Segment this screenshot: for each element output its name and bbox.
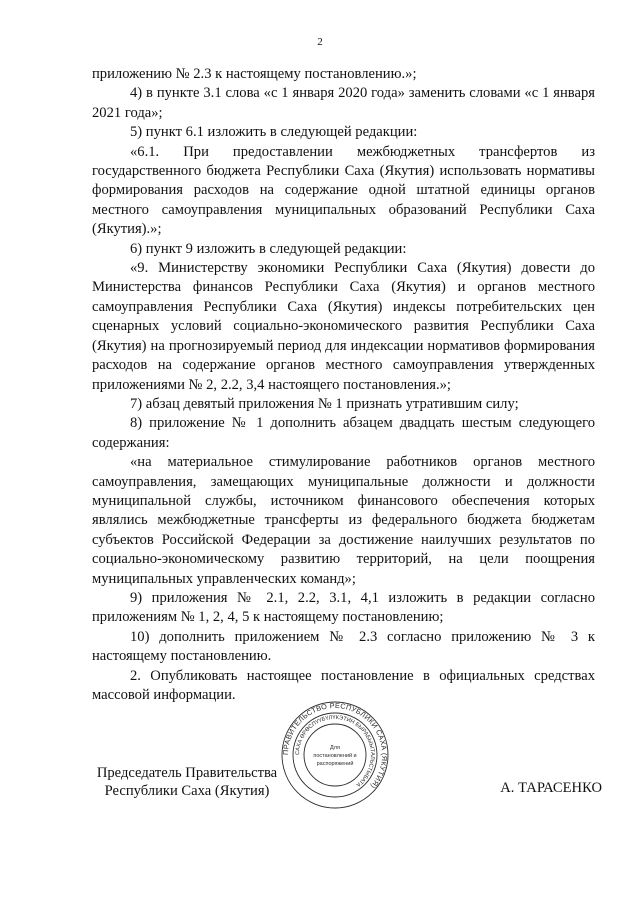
paragraph: 10) дополнить приложением № 2.3 согласно приложению № 3 к настоящему постановлению. <box>92 628 595 665</box>
paragraph: 4) в пункте 3.1 слова «с 1 января 2020 года» заменить словами «с 1 января 2021 года»; <box>92 85 595 121</box>
signatory-position-line: Республики Саха (Якутия) <box>104 783 270 799</box>
document-body <box>92 65 595 705</box>
seal-center-text: постановлений и <box>313 753 357 759</box>
official-seal-icon <box>280 700 390 810</box>
paragraph: приложению № 2.3 к настоящему постановлению.»; <box>92 66 417 82</box>
paragraph: 5) пункт 6.1 изложить в следующей редакции: <box>130 124 418 141</box>
seal-outer-text: ПРАВИТЕЛЬСТВО РЕСПУБЛИКИ САХА (ЯКУТИЯ) <box>280 700 390 791</box>
signatory-position <box>92 764 282 800</box>
seal-center-text: Для <box>330 745 340 751</box>
paragraph: «9. Министерству экономики Республики Саха (Якутия) довести до Министерства финансов Республики Саха (Якутия) и органов местного самоуправления Республики Саха (Якутия) индексы потребительских цен сценарных условий социально-экономического развития Республики Саха (Якутия) на прогнозируемый период для индексации нормативов формирования расходов на содержание органов местного самоуправления утвержденных приложениями № 2, 2.2, 3,4 настоящего постановления.»; <box>92 260 595 393</box>
paragraph: 7) абзац девятый приложения № 1 признать утратившим силу; <box>130 395 519 412</box>
signatory-name: А. ТАРАСЕНКО <box>500 780 602 796</box>
paragraph: 8) приложение № 1 дополнить абзацем двадцать шестым следующего содержания: <box>92 415 595 451</box>
paragraph: «6.1. При предоставлении межбюджетных трансфертов из государственного бюджета Республики Саха (Якутия) использовать нормативы формирования расходов на содержание одной штатной единицы органов местного самоуправления муниципальных образований Республики Саха (Якутия).»; <box>92 143 595 238</box>
signatory-position-line: Председатель Правительства <box>96 765 278 781</box>
paragraph: «на материальное стимулирование работников органов местного самоуправления, замещающих муниципальные должности и должности муниципальной службы, источником финансового обеспечения которых являлись межбюджетные трансферты из федерального бюджета бюджетам субъектов Российской Федерации за достижение наилучших результатов по социально-экономическому развитию территорий, на цели поощрения муниципальных управленческих команд»; <box>92 454 595 587</box>
seal-center-text: распоряжений <box>316 761 354 767</box>
seal-inner-text: САХА ӨРӨСПҮҮБҮЛҮКЭТИН БЫРАБЫЫТАЛЬСТЫБАТА <box>294 714 376 788</box>
paragraph: 9) приложения № 2.1, 2.2, 3.1, 4,1 изложить в редакции согласно приложениям № 1, 2, 4, 5 к настоящему постановлению; <box>92 589 595 626</box>
paragraph: 2. Опубликовать настоящее постановление в официальных средствах массовой информации. <box>92 667 595 703</box>
paragraph: 6) пункт 9 изложить в следующей редакции: <box>130 240 407 257</box>
page-number: 2 <box>317 36 323 48</box>
